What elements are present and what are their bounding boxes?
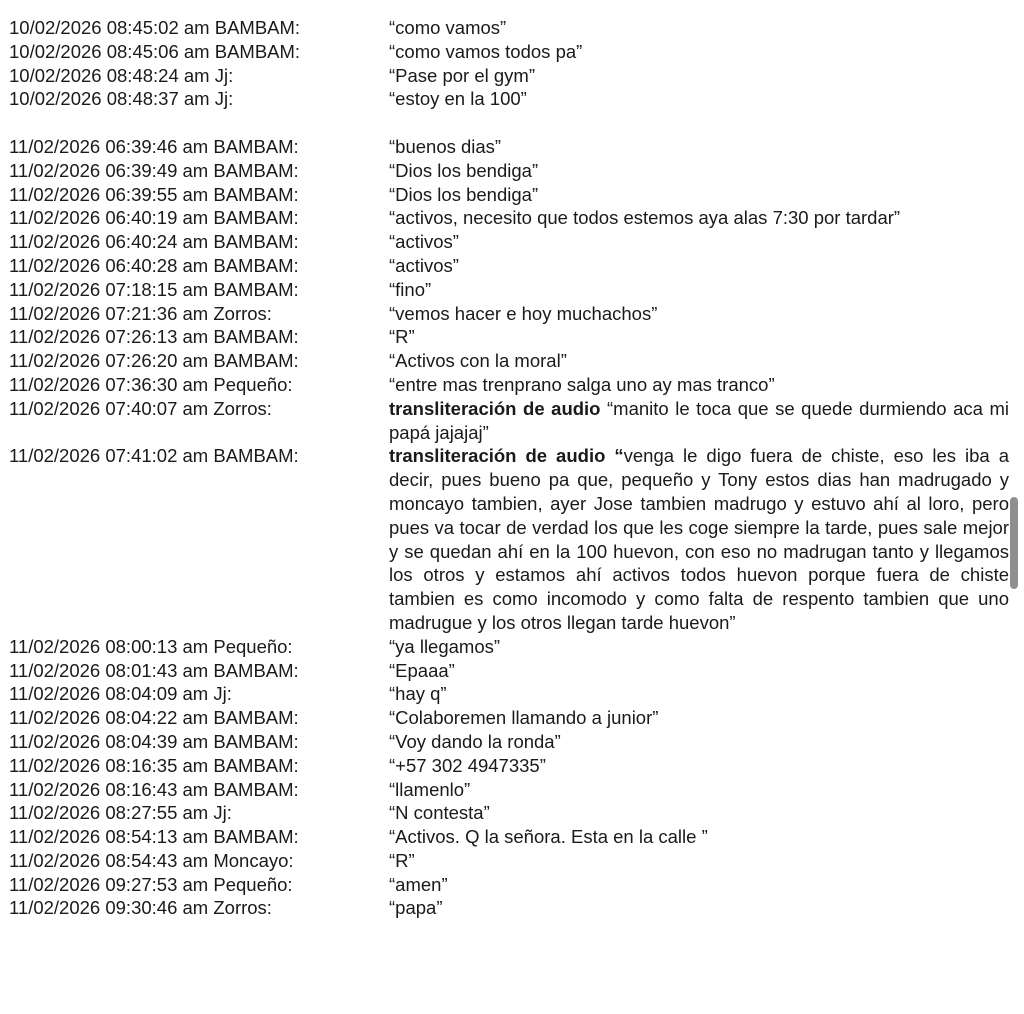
message-sender: BAMBAM: bbox=[213, 183, 299, 205]
audio-transliteration bbox=[389, 444, 1009, 634]
message-sender: BAMBAM: bbox=[213, 707, 299, 729]
message-timestamp: 11/02/2026 08:04:22 am bbox=[9, 707, 209, 729]
message-sender: Pequeño: bbox=[213, 373, 293, 395]
message-row bbox=[9, 64, 1009, 88]
message-row bbox=[9, 230, 1009, 254]
message-text: “Pase por el gym” bbox=[389, 64, 535, 86]
audio-transliteration bbox=[389, 397, 1009, 445]
message-sender: Moncayo: bbox=[213, 849, 294, 871]
message-text: “entre mas trenprano salga uno ay mas tranco” bbox=[389, 373, 775, 395]
message-timestamp: 11/02/2026 07:40:07 am bbox=[9, 397, 209, 419]
message-row bbox=[9, 635, 1009, 659]
message-meta bbox=[9, 444, 389, 634]
message-timestamp: 11/02/2026 06:39:49 am bbox=[9, 159, 209, 181]
message-text: “Voy dando la ronda” bbox=[389, 730, 561, 752]
message-meta bbox=[9, 778, 389, 802]
message-meta bbox=[9, 873, 389, 897]
audio-message-row bbox=[9, 444, 1009, 634]
message-timestamp: 10/02/2026 08:48:24 am bbox=[9, 64, 210, 86]
message-timestamp: 11/02/2026 09:30:46 am bbox=[9, 897, 209, 919]
chat-transcript bbox=[9, 16, 1009, 920]
audio-transliteration-label: transliteración de audio bbox=[389, 397, 601, 419]
message-meta bbox=[9, 849, 389, 873]
message-meta bbox=[9, 754, 389, 778]
message-row bbox=[9, 659, 1009, 683]
scrollbar-thumb[interactable] bbox=[1010, 497, 1018, 589]
message-text: “+57 302 4947335” bbox=[389, 754, 546, 776]
message-meta bbox=[9, 635, 389, 659]
message-text: “fino” bbox=[389, 278, 432, 300]
message-timestamp: 10/02/2026 08:48:37 am bbox=[9, 88, 210, 110]
message-row bbox=[9, 349, 1009, 373]
message-timestamp: 11/02/2026 07:36:30 am bbox=[9, 373, 209, 395]
message-row bbox=[9, 40, 1009, 64]
message-group-day1 bbox=[9, 16, 1009, 111]
message-row bbox=[9, 778, 1009, 802]
message-row bbox=[9, 682, 1009, 706]
message-sender: BAMBAM: bbox=[213, 135, 299, 157]
message-sender: BAMBAM: bbox=[213, 207, 299, 229]
message-meta bbox=[9, 730, 389, 754]
message-text: “vemos hacer e hoy muchachos” bbox=[389, 302, 658, 324]
message-text: “Activos. Q la señora. Esta en la calle ” bbox=[389, 826, 708, 848]
message-row bbox=[9, 16, 1009, 40]
message-timestamp: 11/02/2026 07:41:02 am bbox=[9, 445, 209, 467]
message-meta bbox=[9, 706, 389, 730]
message-sender: BAMBAM: bbox=[213, 659, 299, 681]
audio-transliteration-label: transliteración de audio “ bbox=[389, 445, 624, 467]
message-text: “estoy en la 100” bbox=[389, 88, 527, 110]
message-row bbox=[9, 801, 1009, 825]
message-meta bbox=[9, 206, 389, 230]
audio-message-row bbox=[9, 397, 1009, 445]
message-row bbox=[9, 183, 1009, 207]
message-text: “Dios los bendiga” bbox=[389, 183, 539, 205]
message-timestamp: 11/02/2026 07:21:36 am bbox=[9, 302, 209, 324]
message-meta bbox=[9, 278, 389, 302]
message-meta bbox=[9, 801, 389, 825]
message-timestamp: 11/02/2026 08:27:55 am bbox=[9, 802, 209, 824]
message-sender: Zorros: bbox=[213, 302, 272, 324]
message-timestamp: 11/02/2026 08:16:35 am bbox=[9, 754, 209, 776]
message-timestamp: 11/02/2026 07:18:15 am bbox=[9, 278, 209, 300]
message-row bbox=[9, 373, 1009, 397]
message-meta bbox=[9, 682, 389, 706]
message-row bbox=[9, 278, 1009, 302]
message-row bbox=[9, 325, 1009, 349]
message-meta bbox=[9, 325, 389, 349]
message-timestamp: 11/02/2026 06:39:55 am bbox=[9, 183, 209, 205]
message-text: “hay q” bbox=[389, 683, 447, 705]
message-text: “N contesta” bbox=[389, 802, 490, 824]
message-meta bbox=[9, 135, 389, 159]
message-meta bbox=[9, 302, 389, 326]
message-text: “Activos con la moral” bbox=[389, 350, 567, 372]
message-text: “R” bbox=[389, 326, 415, 348]
message-meta bbox=[9, 349, 389, 373]
message-timestamp: 11/02/2026 08:04:39 am bbox=[9, 730, 209, 752]
message-meta bbox=[9, 40, 389, 64]
message-sender: Pequeño: bbox=[213, 635, 293, 657]
message-meta bbox=[9, 159, 389, 183]
message-sender: BAMBAM: bbox=[213, 826, 299, 848]
message-sender: Jj: bbox=[214, 88, 234, 110]
message-text: “activos, necesito que todos estemos aya alas 7:30 por tardar” bbox=[389, 207, 901, 229]
message-sender: Jj: bbox=[213, 802, 232, 824]
message-sender: Zorros: bbox=[213, 897, 272, 919]
message-text: “Dios los bendiga” bbox=[389, 159, 539, 181]
message-meta bbox=[9, 397, 389, 445]
message-meta bbox=[9, 87, 389, 111]
message-sender: BAMBAM: bbox=[213, 159, 299, 181]
message-row bbox=[9, 706, 1009, 730]
message-group-day2 bbox=[9, 135, 1009, 920]
message-text: “buenos dias” bbox=[389, 135, 502, 157]
message-row bbox=[9, 849, 1009, 873]
message-row bbox=[9, 896, 1009, 920]
message-sender: BAMBAM: bbox=[214, 17, 301, 38]
message-text: “Colaboremen llamando a junior” bbox=[389, 707, 659, 729]
message-text: “Epaaa” bbox=[389, 659, 455, 681]
message-sender: BAMBAM: bbox=[213, 778, 299, 800]
message-row bbox=[9, 730, 1009, 754]
message-sender: BAMBAM: bbox=[213, 326, 299, 348]
message-meta bbox=[9, 825, 389, 849]
message-row bbox=[9, 206, 1009, 230]
message-text: “activos” bbox=[389, 254, 459, 276]
message-sender: BAMBAM: bbox=[213, 278, 299, 300]
message-text: “como vamos” bbox=[389, 17, 507, 38]
message-sender: BAMBAM: bbox=[213, 254, 299, 276]
message-sender: Jj: bbox=[214, 64, 234, 86]
message-text: venga le digo fuera de chiste, eso les iba a decir, pues bueno pa que, pequeño y Tony estos dias han madrugado y moncayo tambien, ayer Jose tambien madrugo y estuvo ahí al loro, pero pues va tocar de verdad los que les coge siempre la tarde, pues sale mejor y se quedan ahí en la 100 huevon, con eso no madrugan tanto y llegamos los otros y estamos ahí activos todos huevon porque fuera de chiste tambien es como incomodo y como falta de respento tambien que uno madrugue y los otros llegan tarde huevon” bbox=[389, 445, 1009, 633]
message-row bbox=[9, 135, 1009, 159]
message-text: “ya llegamos” bbox=[389, 635, 501, 657]
message-sender: BAMBAM: bbox=[213, 231, 299, 253]
message-timestamp: 11/02/2026 08:01:43 am bbox=[9, 659, 209, 681]
message-timestamp: 11/02/2026 06:40:24 am bbox=[9, 231, 209, 253]
message-row bbox=[9, 254, 1009, 278]
message-row bbox=[9, 302, 1009, 326]
message-timestamp: 11/02/2026 06:39:46 am bbox=[9, 135, 209, 157]
message-meta bbox=[9, 16, 389, 40]
message-timestamp: 11/02/2026 09:27:53 am bbox=[9, 873, 209, 895]
message-row bbox=[9, 159, 1009, 183]
message-row bbox=[9, 825, 1009, 849]
message-row bbox=[9, 87, 1009, 111]
day-separator bbox=[9, 111, 1009, 135]
message-meta bbox=[9, 373, 389, 397]
message-text: “R” bbox=[389, 849, 415, 871]
message-timestamp: 11/02/2026 08:04:09 am bbox=[9, 683, 209, 705]
message-sender: BAMBAM: bbox=[213, 350, 299, 372]
message-timestamp: 11/02/2026 08:00:13 am bbox=[9, 635, 209, 657]
message-timestamp: 11/02/2026 07:26:20 am bbox=[9, 350, 209, 372]
message-timestamp: 11/02/2026 08:54:43 am bbox=[9, 849, 209, 871]
message-meta bbox=[9, 896, 389, 920]
message-meta bbox=[9, 254, 389, 278]
message-meta bbox=[9, 659, 389, 683]
message-sender: Jj: bbox=[213, 683, 232, 705]
message-timestamp: 11/02/2026 06:40:28 am bbox=[9, 254, 209, 276]
message-timestamp: 11/02/2026 06:40:19 am bbox=[9, 207, 209, 229]
message-row bbox=[9, 754, 1009, 778]
message-sender: BAMBAM: bbox=[214, 40, 301, 62]
message-timestamp: 11/02/2026 08:54:13 am bbox=[9, 826, 209, 848]
message-text: “como vamos todos pa” bbox=[389, 40, 583, 62]
message-sender: Zorros: bbox=[213, 397, 272, 419]
message-text: “papa” bbox=[389, 897, 443, 919]
message-text: “llamenlo” bbox=[389, 778, 471, 800]
message-text: “amen” bbox=[389, 873, 448, 895]
message-text: “activos” bbox=[389, 231, 459, 253]
message-meta bbox=[9, 183, 389, 207]
message-sender: BAMBAM: bbox=[213, 730, 299, 752]
message-row bbox=[9, 873, 1009, 897]
message-timestamp: 11/02/2026 08:16:43 am bbox=[9, 778, 209, 800]
message-timestamp: 10/02/2026 08:45:02 am bbox=[9, 17, 210, 38]
message-sender: BAMBAM: bbox=[213, 754, 299, 776]
message-meta bbox=[9, 64, 389, 88]
message-sender: Pequeño: bbox=[213, 873, 293, 895]
message-meta bbox=[9, 230, 389, 254]
message-timestamp: 11/02/2026 07:26:13 am bbox=[9, 326, 209, 348]
message-sender: BAMBAM: bbox=[213, 445, 299, 467]
message-timestamp: 10/02/2026 08:45:06 am bbox=[9, 40, 210, 62]
message-text: “manito le toca que se quede durmiendo aca mi papá jajajaj” bbox=[389, 397, 1009, 443]
